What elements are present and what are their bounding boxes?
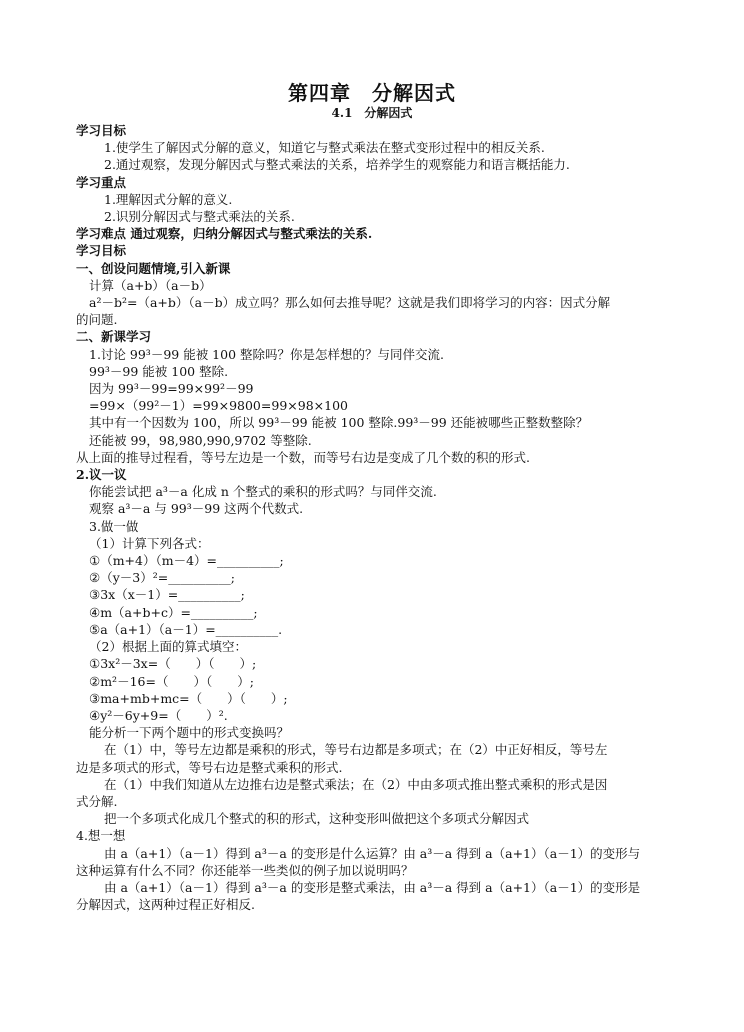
text-line: 能分析一下两个题中的形式变换吗？ [89,725,290,741]
text-line: 边是多项式的形式，等号右边是整式乘积的形式. [76,759,343,775]
text-line: 的问题. [76,312,118,328]
text-line: 式分解. [76,793,118,809]
chapter-title: 第四章 分解因式 [288,81,456,105]
text-line: 观察 a³－a 与 99³－99 这两个代数式. [89,501,304,517]
text-line: 在（1）中，等号左边都是乘积的形式，等号右边都是多项式；在（2）中正好相反，等号左 [104,742,608,758]
text-line: 把一个多项式化成几个整式的积的形式，这种变形叫做把这个多项式分解因式 [104,811,530,827]
text-line: 由 a（a+1）（a－1）得到 a³－a 的变形是什么运算？由 a³－a 得到 a（a+1）（a－1）的变形与 [104,845,641,861]
text-line: 学习难点 通过观察，归纳分解因式与整式乘法的关系. [76,226,373,242]
text-line: 计算（a+b）（a－b） [89,277,212,293]
text-line: 这种运算有什么不同？你还能举一些类似的例子加以说明吗？ [76,862,414,878]
text-line: =99×（99²－1）=99×9800=99×98×100 [89,398,348,414]
text-line: 学习目标 [76,243,127,259]
text-line: 3.做一做 [89,518,139,534]
text-line: ①3x²－3x=（ ）（ ）; [89,656,257,672]
text-line: 你能尝试把 a³－a 化成 n 个整式的乘积的形式吗？与同伴交流. [89,484,437,500]
text-line: 由 a（a+1）（a－1）得到 a³－a 的变形是整式乘法，由 a³－a 得到 a（a+1）（a－1）的变形是 [104,879,641,895]
text-line: 在（1）中我们知道从左边推右边是整式乘法；在（2）中由多项式推出整式乘积的形式是因 [104,776,608,792]
text-line: ③3x（x－1）=__________; [89,587,245,603]
document-body [76,122,676,913]
text-line: 一、创设问题情境,引入新课 [76,260,231,276]
text-line: （2）根据上面的算式填空： [89,639,247,655]
text-line: 学习重点 [76,174,127,190]
text-line: 4.想一想 [76,828,126,844]
text-line: 1.理解因式分解的意义. [104,191,233,207]
text-line: 分解因式，这两种过程正好相反. [76,897,255,913]
text-line: 其中有一个因数为 100，所以 99³－99 能被 100 整除.99³－99 还能被哪些正整数整除？ [89,415,589,431]
text-line: ①（m+4）（m－4）=__________; [89,553,284,569]
text-line: 二、新课学习 [76,329,152,345]
text-line: 还能被 99，98,980,990,9702 等整除. [89,432,312,448]
text-line: 2.通过观察，发现分解因式与整式乘法的关系，培养学生的观察能力和语言概括能力. [104,157,570,173]
text-line: a²－b²=（a+b）（a－b）成立吗？那么如何去推导呢？这就是我们即将学习的内容：因式分解 [89,295,611,311]
text-line: ⑤a（a+1）（a－1）=__________. [89,621,283,637]
text-line: 学习目标 [76,123,127,138]
text-line: ④y²－6y+9=（ ）². [89,707,228,723]
text-line: 1.讨论 99³－99 能被 100 整除吗？你是怎样想的？与同伴交流. [89,346,444,362]
text-line: 99³－99 能被 100 整除. [89,363,229,379]
text-line: 2.议一议 [76,467,127,483]
text-line: （1）计算下列各式： [89,535,210,551]
text-line: ②m²－16=（ ）（ ）; [89,673,254,689]
text-line: 1.使学生了解因式分解的意义，知道它与整式乘法在整式变形过程中的相反关系. [104,140,545,156]
text-line: ③ma+mb+mc=（ ）（ ）; [89,690,288,706]
text-line: 从上面的推导过程看，等号左边是一个数，而等号右边是变成了几个数的积的形式. [76,449,530,465]
text-line: ④m（a+b+c）=__________; [89,604,258,620]
text-line: ②（y－3）²=__________; [89,570,235,586]
text-line: 2.识别分解因式与整式乘法的关系. [104,209,295,225]
section-title: 4.1 分解因式 [331,106,413,120]
text-line: 因为 99³－99=99×99²－99 [89,381,254,397]
